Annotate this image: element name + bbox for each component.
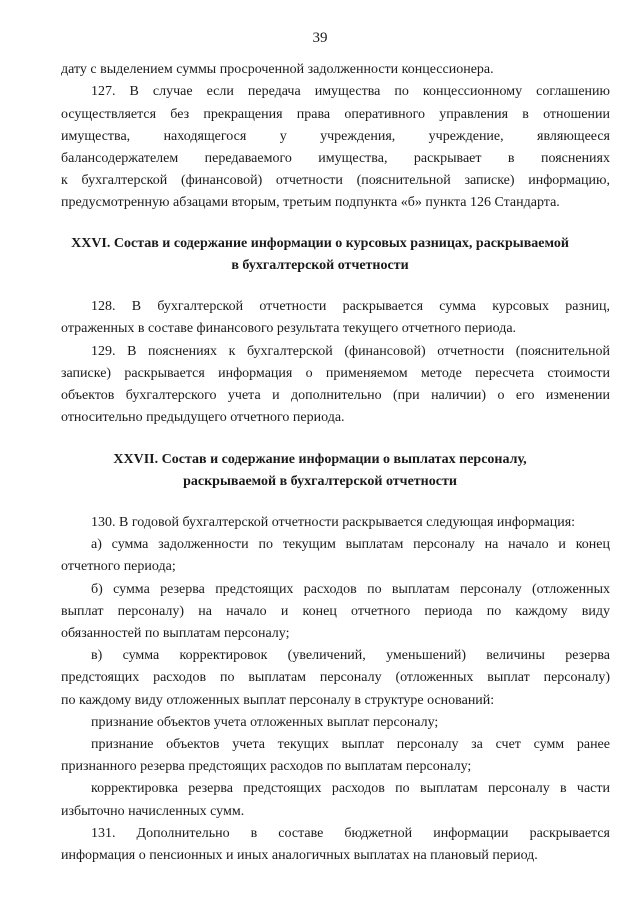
text-line: предусмотренную абзацами вторым, третьим подпункта «б» пункта 126 Стандарта. [61, 195, 560, 210]
text-line: предстоящих расходов по выплатам персоналу (отложенных выплат персоналу) [61, 670, 610, 685]
text-line: дату с выделением суммы просроченной задолженности концессионера. [61, 62, 494, 77]
text-line: 129. В пояснениях к бухгалтерской (финансовой) отчетности (пояснительной [91, 344, 610, 359]
text-line: б) сумма резерва предстоящих расходов по выплатам персоналу (отложенных [91, 582, 610, 597]
text-line: корректировка резерва предстоящих расходов по выплатам персоналу в части [91, 781, 610, 796]
text-line: относительно предыдущего отчетного периода. [61, 410, 345, 425]
text-line: осуществляется без прекращения права оперативного управления в отношении [61, 107, 610, 122]
text-line: записке) раскрывается информация о применяемом методе пересчета стоимости [61, 366, 610, 381]
text-line: 130. В годовой бухгалтерской отчетности раскрывается следующая информация: [91, 515, 576, 530]
text-line: балансодержателем передаваемого имущества, раскрывает в пояснениях [61, 151, 610, 166]
section-heading: XXVI. Состав и содержание информации о курсовых разницах, раскрываемой [71, 236, 569, 251]
text-line: выплат персоналу) на начало и конец отчетного периода по каждому виду [61, 604, 610, 619]
text-line: отчетного периода; [61, 559, 176, 574]
section-heading: раскрываемой в бухгалтерской отчетности [183, 474, 457, 489]
text-line: обязанностей по выплатам персоналу; [61, 626, 290, 641]
text-line: объектов бухгалтерского учета и дополнительно (при наличии) о его изменении [61, 388, 610, 403]
text-line: избыточно начисленных сумм. [61, 804, 245, 819]
text-line: по каждому виду отложенных выплат персоналу в структуре оснований: [61, 693, 495, 708]
text-line: 128. В бухгалтерской отчетности раскрывается сумма курсовых разниц, [91, 299, 610, 314]
section-heading: в бухгалтерской отчетности [231, 258, 409, 273]
text-line: к бухгалтерской (финансовой) отчетности (пояснительной записке) информацию, [61, 173, 610, 188]
text-line: признание объектов учета текущих выплат персоналу за счет сумм ранее [91, 737, 610, 752]
text-line: признанного резерва предстоящих расходов по выплатам персоналу; [61, 759, 472, 774]
text-line: признание объектов учета отложенных выплат персоналу; [91, 715, 439, 730]
text-line: имущества, находящегося у учреждения, учреждение, являющееся [61, 129, 610, 144]
text-line: отраженных в составе финансового результата текущего отчетного периода. [61, 321, 517, 336]
text-line: в) сумма корректировок (увеличений, уменьшений) величины резерва [91, 648, 610, 663]
text-line: а) сумма задолженности по текущим выплатам персоналу на начало и конец [91, 537, 610, 552]
text-line: информация о пенсионных и иных аналогичных выплатах на плановый период. [61, 848, 538, 863]
text-line: 127. В случае если передача имущества по концессионному соглашению [91, 84, 610, 99]
page-number: 39 [312, 30, 328, 46]
text-line: 131. Дополнительно в составе бюджетной информации раскрывается [91, 826, 610, 841]
section-heading: XXVII. Состав и содержание информации о выплатах персоналу, [113, 452, 527, 467]
